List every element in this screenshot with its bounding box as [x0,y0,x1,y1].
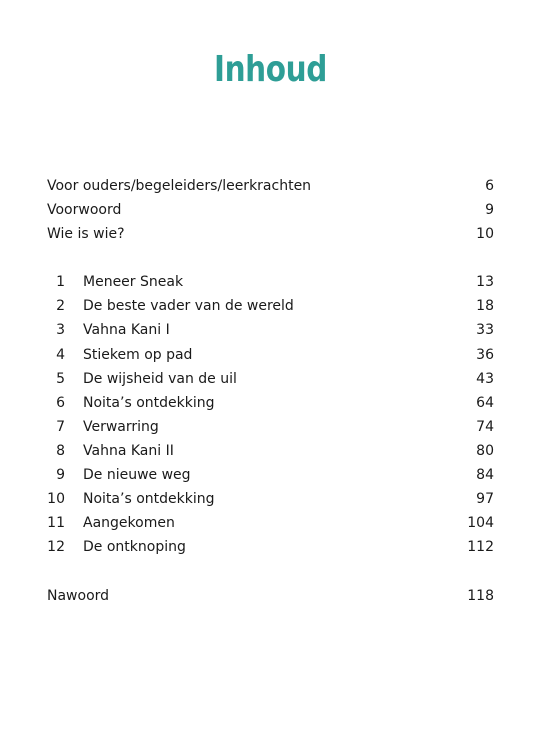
chapter-number: 11 [47,515,65,531]
page-title: Inhoud [213,49,327,90]
chapter-title: De nieuwe weg [83,467,191,483]
toc-chapter-1[interactable] [47,271,494,293]
chapter-page: 13 [476,274,494,290]
toc-chapter-10[interactable] [47,488,494,510]
chapter-number: 4 [56,347,65,363]
toc-chapter-4[interactable] [47,344,494,366]
chapter-title: Vahna Kani I [83,322,170,338]
chapter-title: Verwarring [83,419,159,435]
toc-entry-label: Voor ouders/begeleiders/leerkrachten [47,178,312,194]
toc-entry-label: Voorwoord [47,202,122,218]
toc-chapter-3[interactable] [47,319,494,341]
chapter-page: 84 [476,467,494,483]
toc-chapter-12[interactable] [47,536,494,558]
chapter-page: 43 [476,371,494,387]
chapter-title: Noita’s ontdekking [83,491,215,507]
chapter-number: 2 [56,298,65,314]
chapter-title: Aangekomen [83,515,175,531]
toc-entry-back-1[interactable] [47,585,494,607]
toc-entry-label: Wie is wie? [47,226,125,242]
toc-entry-page: 9 [485,202,494,218]
chapter-page: 74 [476,419,494,435]
chapter-page: 33 [476,322,494,338]
chapter-title: Noita’s ontdekking [83,395,215,411]
chapter-title: De ontknoping [83,539,186,555]
toc-chapter-5[interactable] [47,368,494,390]
toc-chapter-8[interactable] [47,440,494,462]
toc-chapter-2[interactable] [47,295,494,317]
chapter-number: 9 [56,467,65,483]
chapter-number: 12 [47,539,65,555]
chapter-number: 3 [56,322,65,338]
chapter-page: 36 [476,347,494,363]
chapter-title: Meneer Sneak [83,274,184,290]
chapter-page: 80 [476,443,494,459]
chapter-number: 7 [56,419,65,435]
toc-entry-page: 10 [476,226,494,242]
chapter-title: De wijsheid van de uil [83,371,237,387]
chapter-title: De beste vader van de wereld [83,298,294,314]
toc-entry-page: 118 [467,588,494,604]
chapter-page: 64 [476,395,494,411]
toc-entry-front-2[interactable] [47,199,494,221]
chapter-page: 104 [467,515,494,531]
chapter-page: 18 [476,298,494,314]
toc-chapter-9[interactable] [47,464,494,486]
chapter-page: 112 [467,539,494,555]
chapter-page: 97 [476,491,494,507]
chapter-number: 10 [47,491,65,507]
toc-chapter-11[interactable] [47,512,494,534]
chapter-title: Stiekem op pad [83,347,193,363]
toc-entry-front-1[interactable] [47,175,494,197]
toc-chapter-6[interactable] [47,392,494,414]
chapter-number: 1 [56,274,65,290]
toc-chapter-7[interactable] [47,416,494,438]
chapter-number: 8 [56,443,65,459]
chapter-number: 5 [56,371,65,387]
toc-entry-front-3[interactable] [47,223,494,245]
toc-entry-label: Nawoord [47,588,110,604]
chapter-number: 6 [56,395,65,411]
toc-entry-page: 6 [485,178,494,194]
chapter-title: Vahna Kani II [83,443,174,459]
